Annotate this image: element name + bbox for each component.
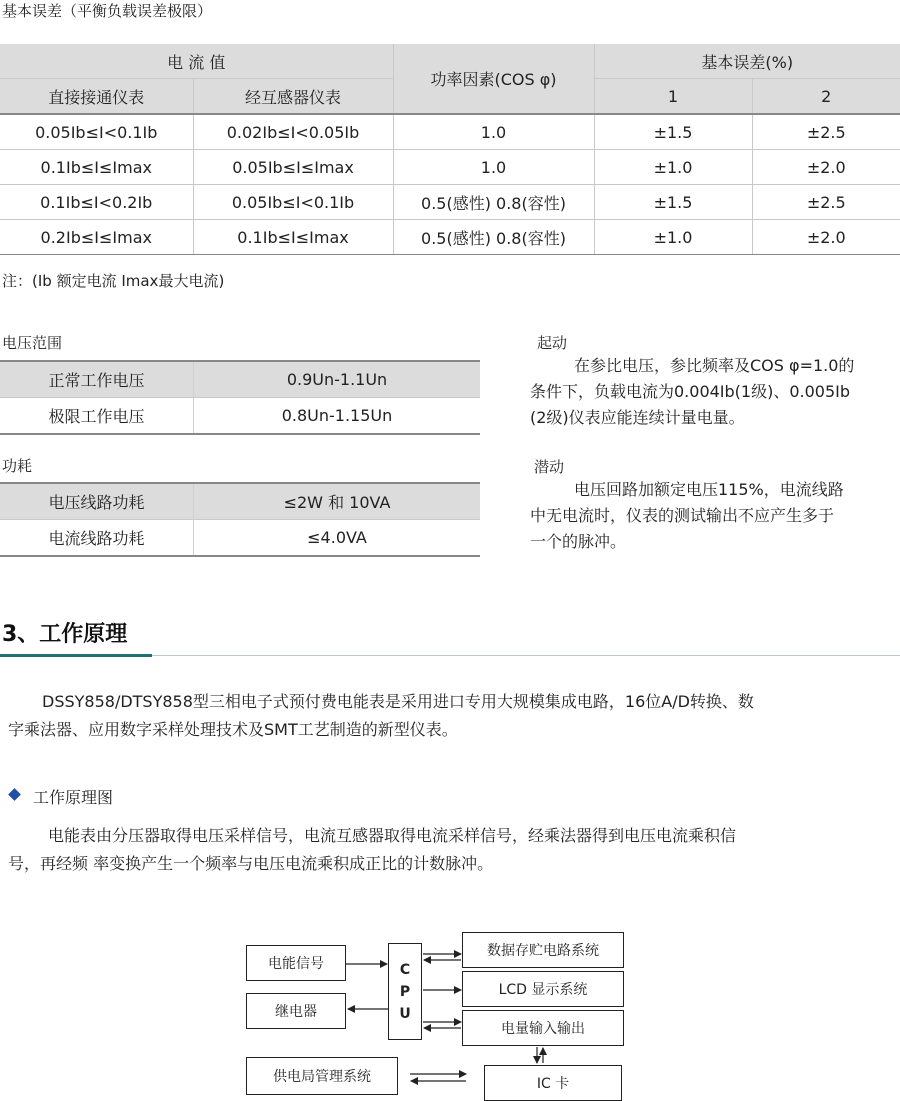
cell-direct: 0.1Ib≤I<0.2Ib (0, 185, 193, 220)
cell-power-factor: 0.5(感性) 0.8(容性) (393, 185, 594, 220)
startup-line: (2级)仪表应能连续计量电量。 (530, 408, 745, 427)
power-consumption-title: 功耗 (2, 457, 33, 475)
cpu-letter: P (399, 983, 411, 1000)
principle-line: 号，再经频 率变换产生一个频率与电压电流乘积成正比的计数脉冲。 (8, 854, 494, 873)
section-3-title: 3、工作原理 (2, 622, 128, 647)
header-power-factor: 功率因素(COS φ) (393, 44, 594, 114)
lcd-box: LCD 显示系统 (462, 971, 624, 1007)
ic-card-box: IC 卡 (484, 1065, 622, 1101)
cell-transformer: 0.05Ib≤I≤Imax (193, 150, 393, 185)
header-class-2: 2 (752, 79, 900, 115)
cell-power-factor: 1.0 (393, 114, 594, 150)
cell-transformer: 0.05Ib≤I<0.1Ib (193, 185, 393, 220)
intro-line: 字乘法器、应用数字采样处理技术及SMT工艺制造的新型仪表。 (8, 720, 458, 739)
voltage-range-title: 电压范围 (2, 334, 63, 352)
cell-error-2: ±2.5 (752, 185, 900, 220)
row-value: 0.9Un-1.1Un (194, 361, 481, 398)
cpu-letter: C (399, 961, 411, 978)
basic-error-note: 注：(Ib 额定电流 Imax最大电流) (2, 272, 225, 290)
relay-box: 继电器 (246, 993, 346, 1029)
creep-line: 一个的脉冲。 (530, 532, 627, 551)
cell-direct: 0.05Ib≤I<0.1Ib (0, 114, 193, 150)
cell-direct: 0.2Ib≤I≤Imax (0, 220, 193, 255)
storage-box: 数据存贮电路系统 (462, 932, 624, 968)
basic-error-title: 基本误差（平衡负载误差极限） (2, 2, 213, 20)
cell-error-1: ±1.5 (594, 185, 752, 220)
row-label: 极限工作电压 (0, 398, 194, 435)
header-basic-error: 基本误差(%) (594, 44, 900, 79)
cell-error-1: ±1.0 (594, 150, 752, 185)
io-box: 电量输入输出 (462, 1010, 624, 1046)
cell-power-factor: 1.0 (393, 150, 594, 185)
cell-transformer: 0.1Ib≤I≤Imax (193, 220, 393, 255)
header-direct: 直接接通仪表 (0, 79, 193, 115)
power-management-box: 供电局管理系统 (246, 1057, 398, 1095)
cell-error-2: ±2.5 (752, 114, 900, 150)
row-label: 正常工作电压 (0, 361, 194, 398)
cell-error-1: ±1.5 (594, 114, 752, 150)
cell-error-1: ±1.0 (594, 220, 752, 255)
cell-direct: 0.1Ib≤I≤Imax (0, 150, 193, 185)
startup-line: 在参比电压，参比频率及COS φ=1.0的 (574, 356, 855, 375)
creep-line: 电压回路加额定电压115%，电流线路 (574, 480, 844, 499)
principle-title: 工作原理图 (33, 788, 114, 807)
cell-error-2: ±2.0 (752, 150, 900, 185)
startup-line: 条件下，负载电流为0.004Ib(1级)、0.005Ib (530, 382, 851, 401)
header-class-1: 1 (594, 79, 752, 115)
creep-line: 中无电流时，仪表的测试输出不应产生多于 (530, 506, 835, 525)
header-current-value: 电 流 值 (0, 44, 393, 79)
energy-signal-box: 电能信号 (246, 945, 346, 981)
row-value: ≤2W 和 10VA (194, 483, 481, 520)
row-label: 电压线路功耗 (0, 483, 194, 520)
intro-line: DSSY858/DTSY858型三相电子式预付费电能表是采用进口专用大规模集成电路，16位A/D转换、数 (42, 692, 754, 711)
principle-line: 电能表由分压器取得电压采样信号，电流互感器取得电流采样信号，经乘法器得到电压电流乘积信 (48, 826, 737, 845)
cell-transformer: 0.02Ib≤I<0.05Ib (193, 114, 393, 150)
row-label: 电流线路功耗 (0, 520, 194, 557)
row-value: ≤4.0VA (194, 520, 481, 557)
creep-title: 潜动 (534, 458, 565, 476)
header-transformer: 经互感器仪表 (193, 79, 393, 115)
startup-title: 起动 (537, 334, 568, 352)
cell-power-factor: 0.5(感性) 0.8(容性) (393, 220, 594, 255)
cpu-letter: U (399, 1005, 411, 1022)
row-value: 0.8Un-1.15Un (194, 398, 481, 435)
cell-error-2: ±2.0 (752, 220, 900, 255)
